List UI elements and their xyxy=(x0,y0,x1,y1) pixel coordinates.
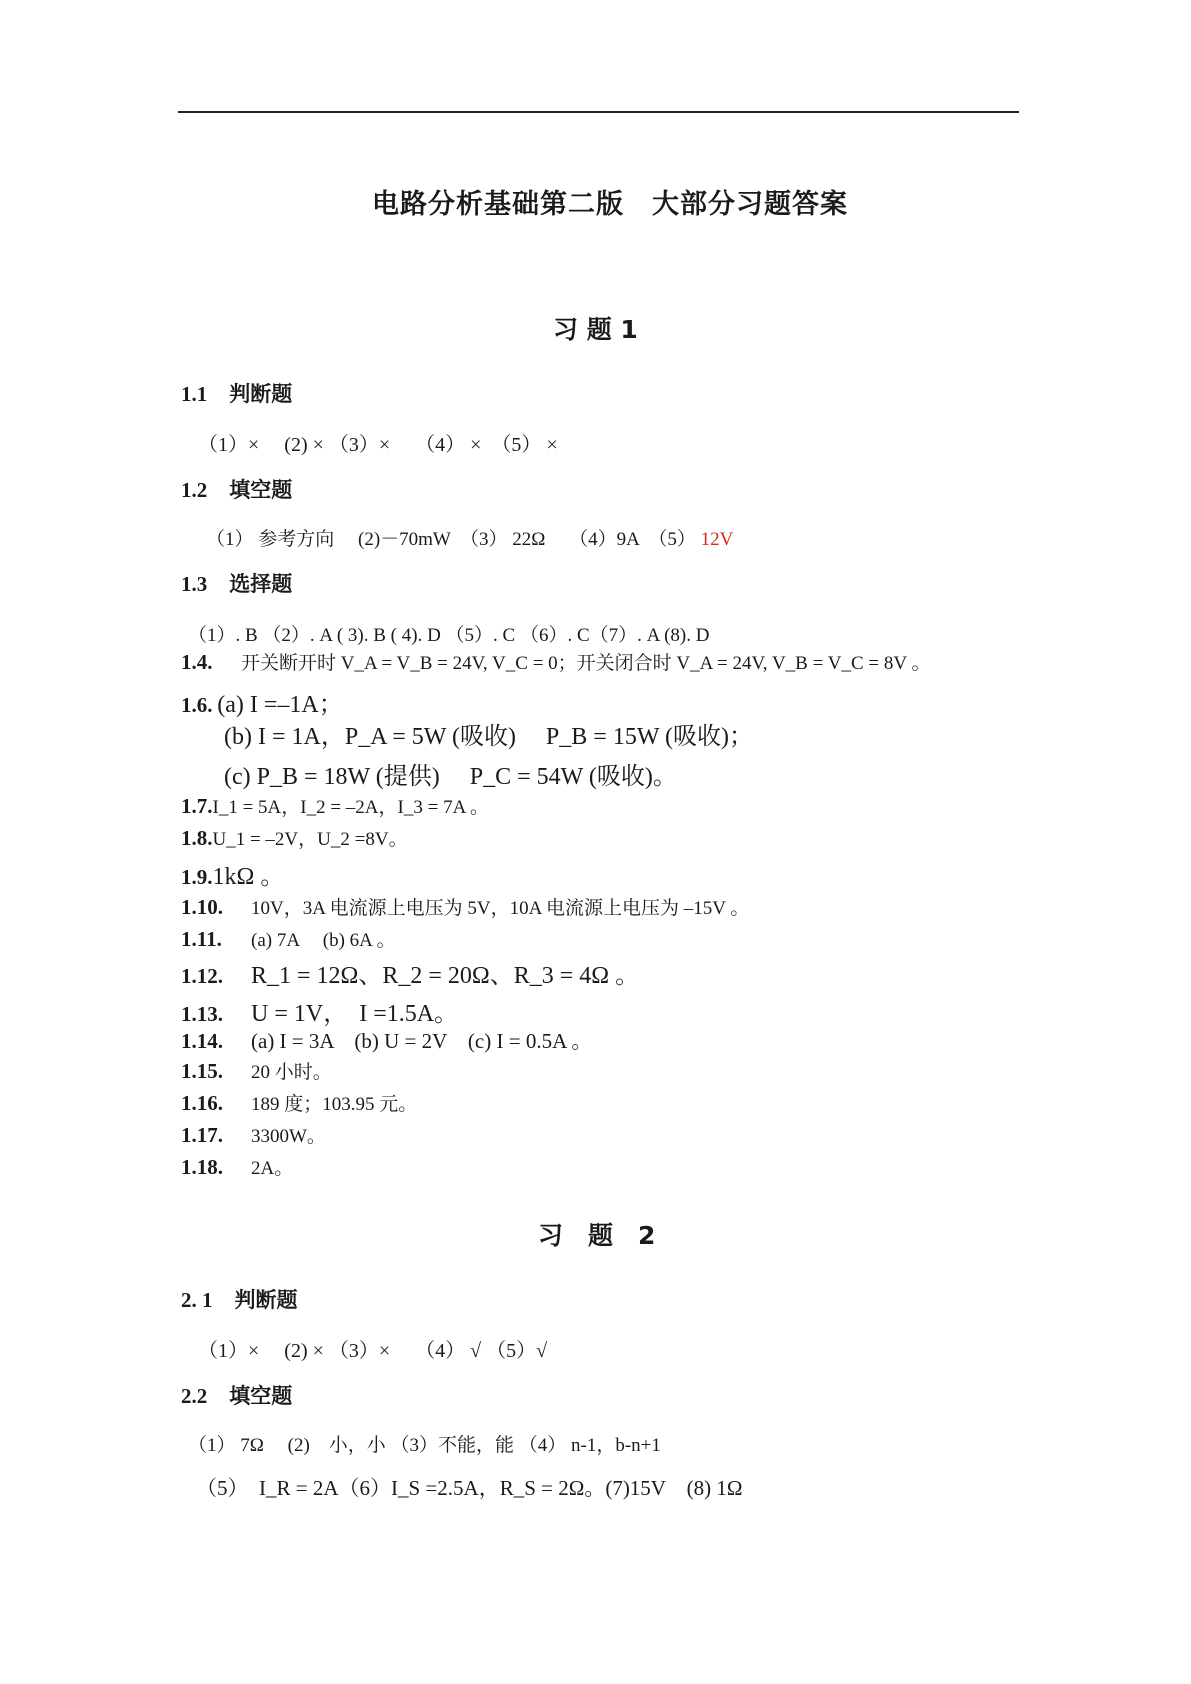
section-title: 填空题 xyxy=(229,478,293,502)
section-number: 1.1 xyxy=(181,382,208,406)
answer-text: 开关断开时 V_A = V_B = 24V, V_C = 0；开关闭合时 V_A = 24V, V_B = V_C = 8V 。 xyxy=(241,653,931,674)
answer-number: 1.17. xyxy=(181,1123,223,1147)
section-title: 判断题 xyxy=(234,1288,298,1312)
section-title: 判断题 xyxy=(229,382,293,406)
answer-number: 1.11. xyxy=(181,927,222,951)
section-2-1-answers: （1）× (2) × （3）× （4） √ （5）√ xyxy=(198,1340,548,1362)
answer-number: 1.9. xyxy=(181,865,213,889)
answer-number: 1.16. xyxy=(181,1091,223,1115)
answer-text: U = 1V， I =1.5A。 xyxy=(251,1001,459,1027)
section-2-2-heading xyxy=(181,1380,292,1410)
answer-1-17 xyxy=(181,1121,326,1148)
section-1-3-answers: （1）. B （2）. A ( 3). B ( 4). D （5）. C （6）. C（7）. A (8). D xyxy=(188,625,710,646)
answer-text: (a) I =–1A； xyxy=(217,692,343,718)
answer-1-13 xyxy=(181,993,458,1028)
answer-1-18 xyxy=(181,1153,293,1180)
section-number: 2. 1 xyxy=(181,1288,213,1312)
section-title: 选择题 xyxy=(229,572,293,596)
section-1-2-heading xyxy=(181,474,292,504)
answer-1-16 xyxy=(181,1089,417,1116)
answer-number: 1.7. xyxy=(181,794,213,818)
answer-text: 10V，3A 电流源上电压为 5V，10A 电流源上电压为 –15V 。 xyxy=(251,898,750,919)
section-1-3-heading xyxy=(181,568,292,598)
answer-highlight: 12V xyxy=(700,529,734,550)
section-2-2-line-2: （5） I_R = 2A（6）I_S =2.5A，R_S = 2Ω。(7)15V (8) 1Ω xyxy=(196,1476,743,1500)
answer-text: 1kΩ 。 xyxy=(212,864,285,890)
answer-1-6-c: (c) P_B = 18W (提供) P_C = 54W (吸收)。 xyxy=(224,764,677,790)
answer-number: 1.12. xyxy=(181,964,223,988)
answer-1-10 xyxy=(181,893,749,920)
answer-text: 2A。 xyxy=(251,1158,294,1179)
section-number: 1.2 xyxy=(181,478,208,502)
section-2-1-heading xyxy=(181,1284,298,1314)
answer-text: 20 小时。 xyxy=(251,1062,332,1083)
answer-number: 1.10. xyxy=(181,895,223,919)
section-1-2-answers xyxy=(206,524,733,551)
answer-1-9 xyxy=(181,856,284,891)
section-1-1-answers: （1）× (2) × （3）× （4） × （5） × xyxy=(198,434,558,456)
answer-number: 1.8. xyxy=(181,826,213,850)
header-rule xyxy=(178,111,1019,113)
answer-text: （1） 参考方向 (2)－70mW （3） 22Ω （4）9A （5） xyxy=(206,529,696,550)
chapter-2-heading: 习 题 2 xyxy=(538,1221,656,1250)
answer-1-4 xyxy=(181,648,930,675)
chapter-1-heading: 习 题 1 xyxy=(553,315,638,344)
answer-text: 3300W。 xyxy=(251,1126,326,1147)
answer-text: (a) 7A (b) 6A 。 xyxy=(251,930,396,951)
answer-text: (a) I = 3A (b) U = 2V (c) I = 0.5A 。 xyxy=(251,1029,593,1053)
answer-number: 1.15. xyxy=(181,1059,223,1083)
answer-1-11 xyxy=(181,925,396,952)
section-number: 1.3 xyxy=(181,572,208,596)
answer-1-7 xyxy=(181,792,489,819)
answer-1-14 xyxy=(181,1025,592,1055)
section-2-2-line-1: （1） 7Ω (2) 小，小 （3）不能，能 （4） n-1，b-n+1 xyxy=(188,1435,661,1456)
section-1-1-heading xyxy=(181,378,292,408)
page-title: 电路分析基础第二版 大部分习题答案 xyxy=(372,189,848,220)
answer-number: 1.14. xyxy=(181,1029,223,1053)
answer-number: 1.13. xyxy=(181,1002,223,1026)
answer-text: U_1 = –2V，U_2 =8V。 xyxy=(212,829,408,850)
answer-number: 1.6. xyxy=(181,693,213,717)
answer-number: 1.4. xyxy=(181,650,213,674)
answer-text: 189 度；103.95 元。 xyxy=(251,1094,418,1115)
answer-1-8 xyxy=(181,824,408,851)
answer-1-12 xyxy=(181,955,639,990)
answer-text: R_1 = 12Ω、R_2 = 20Ω、R_3 = 4Ω 。 xyxy=(251,963,640,989)
answer-1-6-b: (b) I = 1A，P_A = 5W (吸收) P_B = 15W (吸收)； xyxy=(224,724,754,750)
answer-1-15 xyxy=(181,1057,332,1084)
answer-number: 1.18. xyxy=(181,1155,223,1179)
answer-text: I_1 = 5A，I_2 = –2A，I_3 = 7A 。 xyxy=(212,797,489,818)
section-title: 填空题 xyxy=(229,1384,293,1408)
section-number: 2.2 xyxy=(181,1384,208,1408)
answer-1-6-a xyxy=(181,684,343,719)
